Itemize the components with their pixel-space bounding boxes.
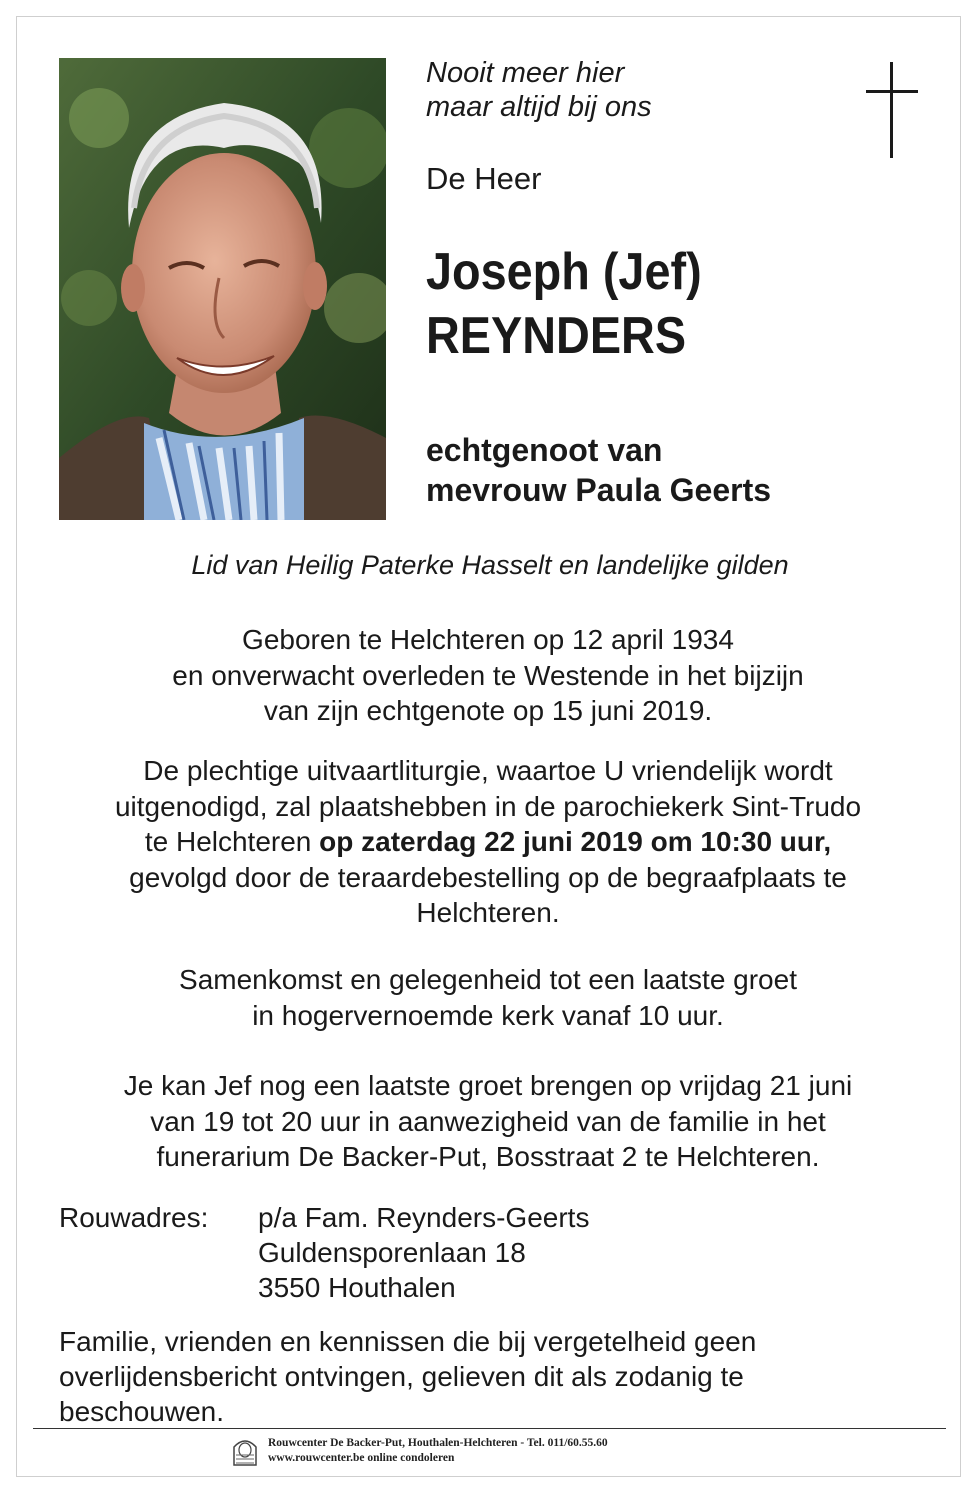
footer-info (268, 1436, 608, 1466)
service-date: op zaterdag 22 juni 2019 om 10:30 uur, (319, 826, 832, 857)
motto (426, 56, 652, 124)
honorific-title: De Heer (426, 161, 542, 196)
text-line: Samenkomst en gelegenheid tot een laatste groet (179, 964, 797, 995)
spouse-line-1: echtgenoot van (426, 432, 663, 468)
spouse-info (426, 430, 771, 510)
text-line: beschouwen. (59, 1396, 225, 1427)
address-line: Guldensporenlaan 18 (258, 1237, 526, 1268)
text-line: Familie, vrienden en kennissen die bij vergetelheid geen (59, 1326, 757, 1357)
gathering-paragraph (0, 962, 976, 1033)
deceased-name (426, 240, 702, 368)
text-line: Je kan Jef nog een laatste groet brengen op vrijdag 21 juni (123, 1070, 853, 1101)
visitation-paragraph (0, 1068, 976, 1175)
text-line (0, 824, 976, 860)
motto-line-1: Nooit meer hier (426, 57, 625, 89)
text-line: Geboren te Helchteren op 12 april 1934 (242, 624, 734, 655)
text-line: funerarium De Backer-Put, Bosstraat 2 te Helchteren. (156, 1141, 820, 1172)
address-line: 3550 Houthalen (258, 1272, 456, 1303)
last-name: REYNDERS (426, 307, 687, 365)
text-line: De plechtige uitvaartliturgie, waartoe U vriendelijk wordt (143, 755, 833, 786)
funeral-home-logo-icon (230, 1435, 260, 1467)
portrait-photo (59, 58, 386, 520)
text-line: Helchteren. (416, 897, 560, 928)
motto-line-2: maar altijd bij ons (426, 91, 652, 123)
service-paragraph (0, 753, 976, 931)
text-line: en onverwacht overleden te Westende in het bijzijn (172, 659, 804, 691)
cross-icon (856, 62, 928, 160)
text-line: van zijn echtgenote op 15 juni 2019. (263, 695, 713, 726)
spouse-line-2: mevrouw Paula Geerts (426, 472, 772, 508)
birth-death-paragraph (0, 622, 976, 729)
footer-divider (33, 1428, 946, 1429)
text-line: overlijdensbericht ontvingen, gelieven dit als zodanig te (59, 1361, 744, 1392)
notice-paragraph (59, 1324, 909, 1429)
footer-line-2[interactable]: www.rouwcenter.be online condoleren (268, 1452, 455, 1464)
text-line: gevolgd door de teraardebestelling op de begraafplaats te (129, 861, 847, 893)
address-label: Rouwadres: (59, 1202, 209, 1233)
text-line: van 19 tot 20 uur in aanwezigheid van de familie in het (150, 1105, 826, 1137)
text-line: in hogervernoemde kerk vanaf 10 uur. (252, 999, 724, 1031)
service-location: te Helchteren (144, 826, 320, 857)
text-line: uitgenodigd, zal plaatshebben in de parochiekerk Sint-Trudo (114, 790, 862, 822)
first-name: Joseph (Jef) (426, 243, 702, 301)
membership: Lid van Heilig Paterke Hasselt en landelijke gilden (191, 550, 789, 580)
footer-line-1: Rouwcenter De Backer-Put, Houthalen-Helchteren - Tel. 011/60.55.60 (268, 1437, 608, 1449)
mourning-address (258, 1200, 589, 1305)
address-line: p/a Fam. Reynders-Geerts (258, 1202, 590, 1233)
